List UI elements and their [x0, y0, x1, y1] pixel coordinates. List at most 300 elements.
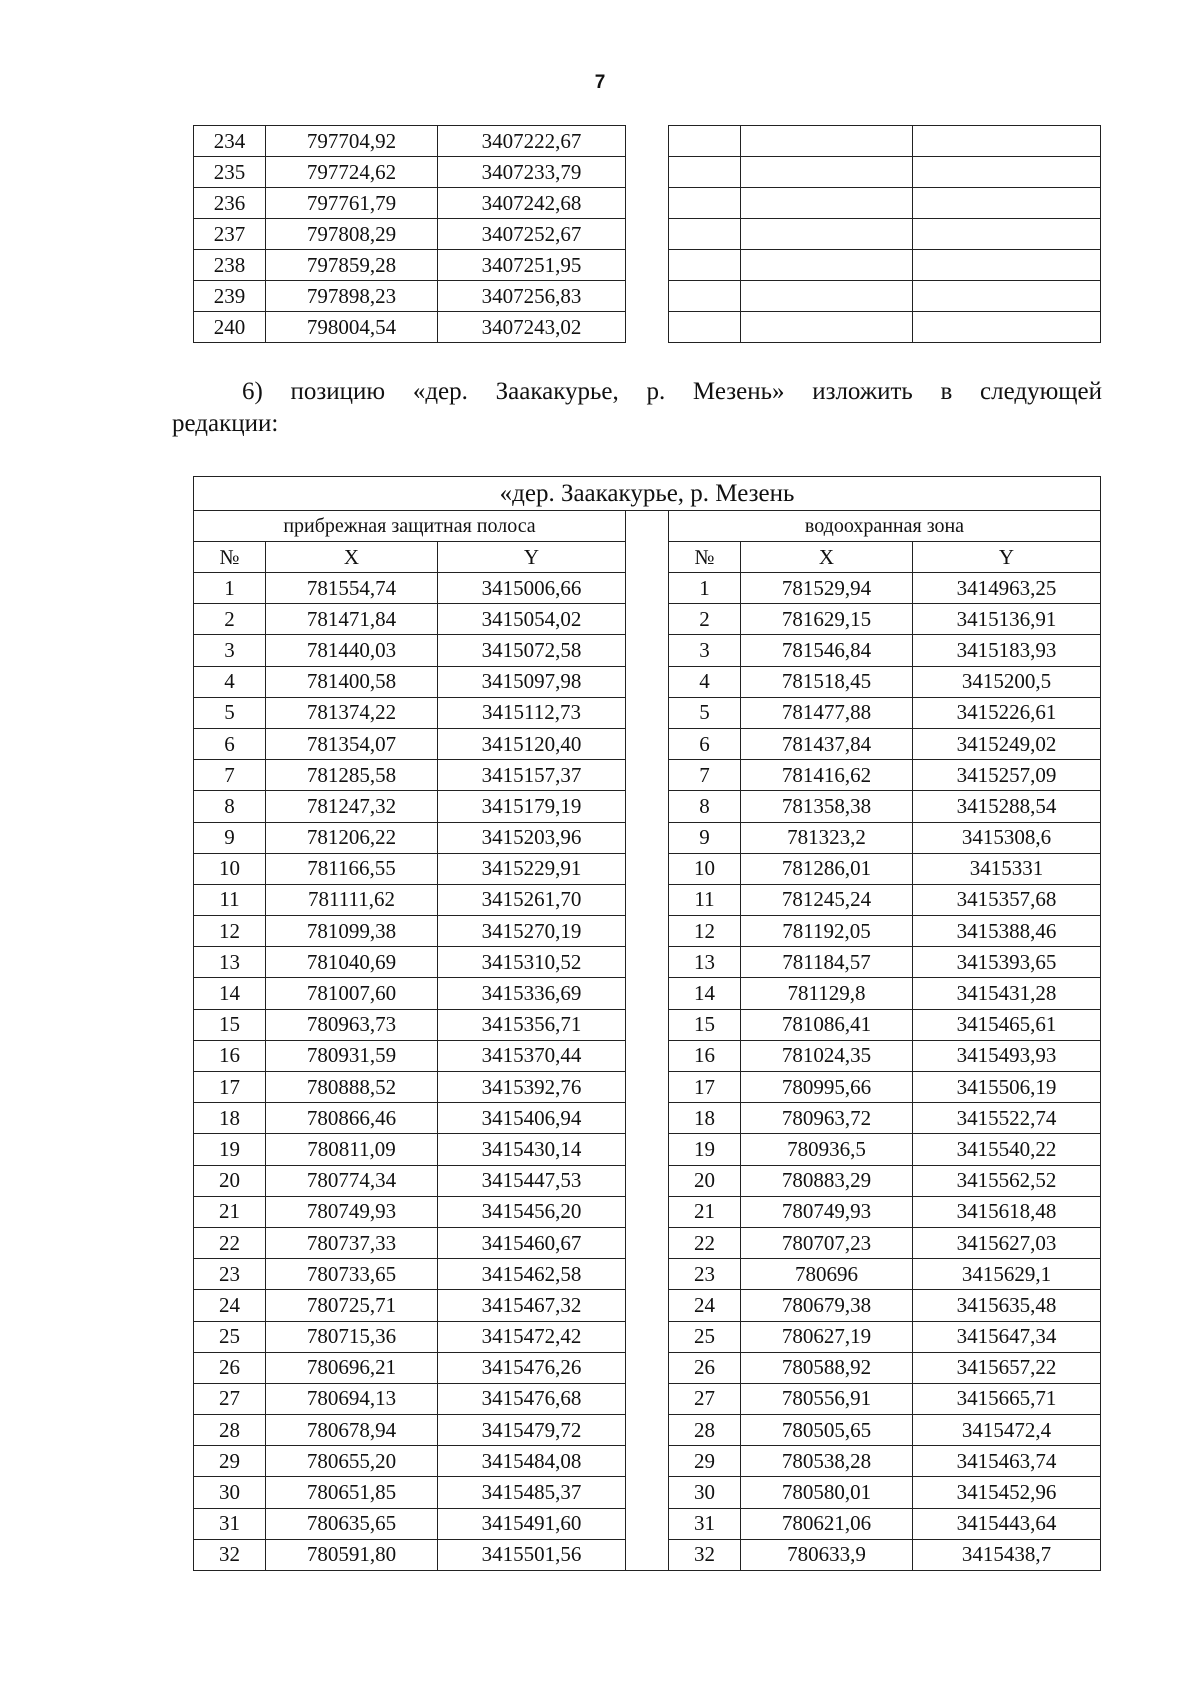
x-value: 797724,62	[266, 157, 438, 188]
table-row	[194, 853, 1101, 884]
column-gap	[626, 853, 669, 884]
coastal-row-number: 7	[194, 760, 266, 791]
coastal-x-value: 780694,13	[266, 1383, 438, 1414]
zone-y-value: 3415465,61	[913, 1009, 1101, 1040]
column-gap	[626, 126, 669, 157]
coastal-y-value: 3415447,53	[438, 1165, 626, 1196]
table-row	[194, 573, 1101, 604]
coastal-row-number: 10	[194, 853, 266, 884]
empty-cell	[669, 219, 741, 250]
column-gap	[626, 760, 669, 791]
empty-cell	[913, 219, 1101, 250]
zone-x-value: 780621,06	[741, 1508, 913, 1539]
table-row	[194, 1259, 1101, 1290]
zone-y-value: 3415629,1	[913, 1259, 1101, 1290]
coastal-row-number: 25	[194, 1321, 266, 1352]
column-gap	[626, 1009, 669, 1040]
coastal-row-number: 14	[194, 978, 266, 1009]
zone-x-value: 781477,88	[741, 697, 913, 728]
zone-y-value: 3415522,74	[913, 1103, 1101, 1134]
coastal-x-value: 780725,71	[266, 1290, 438, 1321]
zone-row-number: 18	[669, 1103, 741, 1134]
coastal-row-number: 15	[194, 1009, 266, 1040]
coastal-x-value: 780733,65	[266, 1259, 438, 1290]
zone-x-value: 781192,05	[741, 916, 913, 947]
coastal-y-value: 3415203,96	[438, 822, 626, 853]
column-gap	[626, 1259, 669, 1290]
table-row	[194, 1227, 1101, 1258]
column-gap	[626, 281, 669, 312]
zone-x-value: 780505,65	[741, 1415, 913, 1446]
table-row	[194, 312, 1101, 343]
table-row	[194, 1072, 1101, 1103]
zone-y-value: 3415665,71	[913, 1383, 1101, 1414]
zone-y-value: 3415472,4	[913, 1415, 1101, 1446]
zone-x-value: 780580,01	[741, 1477, 913, 1508]
zone-row-number: 8	[669, 791, 741, 822]
coastal-y-value: 3415484,08	[438, 1446, 626, 1477]
coastal-row-number: 13	[194, 947, 266, 978]
empty-cell	[669, 281, 741, 312]
y-value: 3407251,95	[438, 250, 626, 281]
empty-cell	[913, 157, 1101, 188]
zone-row-number: 13	[669, 947, 741, 978]
zone-y-value: 3415443,64	[913, 1508, 1101, 1539]
coastal-x-value: 780655,20	[266, 1446, 438, 1477]
zone-y-value: 3415463,74	[913, 1446, 1101, 1477]
y-value: 3407233,79	[438, 157, 626, 188]
coastal-x-value: 781111,62	[266, 884, 438, 915]
column-gap	[626, 884, 669, 915]
coastal-x-value: 780635,65	[266, 1508, 438, 1539]
coastal-y-value: 3415485,37	[438, 1477, 626, 1508]
column-gap	[626, 1508, 669, 1539]
coastal-y-value: 3415370,44	[438, 1040, 626, 1071]
coastal-y-value: 3415460,67	[438, 1227, 626, 1258]
zone-x-value: 781129,8	[741, 978, 913, 1009]
zone-y-value: 3415249,02	[913, 728, 1101, 759]
zone-x-value: 781416,62	[741, 760, 913, 791]
coastal-x-value: 781440,03	[266, 635, 438, 666]
coastal-row-number: 23	[194, 1259, 266, 1290]
table-row	[194, 1009, 1101, 1040]
zone-row-number: 16	[669, 1040, 741, 1071]
coastal-y-value: 3415430,14	[438, 1134, 626, 1165]
coastal-row-number: 8	[194, 791, 266, 822]
column-gap	[626, 728, 669, 759]
amendment-paragraph	[172, 376, 1102, 440]
coastal-y-value: 3415479,72	[438, 1415, 626, 1446]
coastal-row-number: 29	[194, 1446, 266, 1477]
coastal-row-number: 9	[194, 822, 266, 853]
coastal-x-value: 780696,21	[266, 1352, 438, 1383]
empty-cell	[913, 126, 1101, 157]
column-gap	[626, 1290, 669, 1321]
coastal-row-number: 22	[194, 1227, 266, 1258]
zone-x-value: 780538,28	[741, 1446, 913, 1477]
coastal-x-value: 781007,60	[266, 978, 438, 1009]
zone-row-number: 1	[669, 573, 741, 604]
empty-cell	[741, 188, 913, 219]
column-gap	[626, 1072, 669, 1103]
zone-x-value: 780936,5	[741, 1134, 913, 1165]
empty-cell	[741, 312, 913, 343]
coordinates-table-body	[194, 477, 1101, 1571]
table-row	[194, 697, 1101, 728]
table-row	[194, 1383, 1101, 1414]
coastal-y-value: 3415179,19	[438, 791, 626, 822]
table-row	[194, 1196, 1101, 1227]
coastal-row-number: 17	[194, 1072, 266, 1103]
column-gap	[626, 511, 669, 573]
coastal-x-value: 781471,84	[266, 604, 438, 635]
zone-x-value: 781546,84	[741, 635, 913, 666]
coastal-x-value: 781354,07	[266, 728, 438, 759]
table-row	[194, 1415, 1101, 1446]
table-row	[194, 1508, 1101, 1539]
zone-row-number: 3	[669, 635, 741, 666]
zone-x-value: 781086,41	[741, 1009, 913, 1040]
zone-y-value: 3415635,48	[913, 1290, 1101, 1321]
zone-y-value: 3415647,34	[913, 1321, 1101, 1352]
table-row	[194, 728, 1101, 759]
zone-x-value: 780679,38	[741, 1290, 913, 1321]
zone-y-value: 3415308,6	[913, 822, 1101, 853]
continuation-table-body	[194, 126, 1101, 343]
column-gap	[626, 250, 669, 281]
zone-y-value: 3415136,91	[913, 604, 1101, 635]
column-gap	[626, 1446, 669, 1477]
zone-y-value: 3415357,68	[913, 884, 1101, 915]
coastal-x-value: 780737,33	[266, 1227, 438, 1258]
zone-row-number: 30	[669, 1477, 741, 1508]
zone-row-number: 20	[669, 1165, 741, 1196]
zone-x-value: 780696	[741, 1259, 913, 1290]
table-row	[194, 1103, 1101, 1134]
page-number: 7	[594, 72, 606, 93]
zone-y-value: 3415393,65	[913, 947, 1101, 978]
coastal-y-value: 3415261,70	[438, 884, 626, 915]
zone-y-value: 3415388,46	[913, 916, 1101, 947]
section-header-water-protection-zone: водоохранная зона	[669, 511, 1101, 542]
coastal-y-value: 3415054,02	[438, 604, 626, 635]
empty-cell	[741, 219, 913, 250]
coastal-y-value: 3415501,56	[438, 1539, 626, 1570]
x-value: 797808,29	[266, 219, 438, 250]
coastal-row-number: 18	[194, 1103, 266, 1134]
column-header-x: X	[741, 542, 913, 573]
column-gap	[626, 604, 669, 635]
amendment-line-2: редакции:	[172, 410, 279, 437]
coastal-x-value: 780678,94	[266, 1415, 438, 1446]
column-gap	[626, 1477, 669, 1508]
column-gap	[626, 791, 669, 822]
zone-x-value: 781286,01	[741, 853, 913, 884]
zone-x-value: 781629,15	[741, 604, 913, 635]
coastal-y-value: 3415112,73	[438, 697, 626, 728]
coastal-row-number: 11	[194, 884, 266, 915]
zone-y-value: 3415540,22	[913, 1134, 1101, 1165]
zone-row-number: 10	[669, 853, 741, 884]
column-gap	[626, 1103, 669, 1134]
table-row	[194, 760, 1101, 791]
column-gap	[626, 1383, 669, 1414]
x-value: 798004,54	[266, 312, 438, 343]
coastal-x-value: 781099,38	[266, 916, 438, 947]
zone-x-value: 780707,23	[741, 1227, 913, 1258]
zone-row-number: 26	[669, 1352, 741, 1383]
coastal-x-value: 781285,58	[266, 760, 438, 791]
coastal-y-value: 3415310,52	[438, 947, 626, 978]
column-header-no: №	[669, 542, 741, 573]
column-gap	[626, 635, 669, 666]
row-number: 239	[194, 281, 266, 312]
empty-cell	[669, 126, 741, 157]
zone-y-value: 3415562,52	[913, 1165, 1101, 1196]
column-gap	[626, 1539, 669, 1570]
zone-row-number: 4	[669, 666, 741, 697]
coastal-row-number: 21	[194, 1196, 266, 1227]
zone-row-number: 27	[669, 1383, 741, 1414]
coastal-y-value: 3415120,40	[438, 728, 626, 759]
zone-y-value: 3415331	[913, 853, 1101, 884]
column-gap	[626, 978, 669, 1009]
coastal-x-value: 780715,36	[266, 1321, 438, 1352]
column-gap	[626, 219, 669, 250]
coastal-x-value: 781247,32	[266, 791, 438, 822]
table-row	[194, 1134, 1101, 1165]
coastal-y-value: 3415356,71	[438, 1009, 626, 1040]
coastal-y-value: 3415006,66	[438, 573, 626, 604]
table-row	[194, 1446, 1101, 1477]
empty-cell	[741, 250, 913, 281]
column-gap	[626, 157, 669, 188]
coastal-x-value: 781206,22	[266, 822, 438, 853]
coastal-x-value: 780931,59	[266, 1040, 438, 1071]
row-number: 235	[194, 157, 266, 188]
zone-x-value: 780995,66	[741, 1072, 913, 1103]
coastal-row-number: 31	[194, 1508, 266, 1539]
column-gap	[626, 1415, 669, 1446]
table-row	[194, 126, 1101, 157]
zone-row-number: 5	[669, 697, 741, 728]
coordinates-table	[193, 476, 1101, 1571]
column-gap	[626, 1321, 669, 1352]
coastal-row-number: 27	[194, 1383, 266, 1414]
table-title: «дер. Заакакурье, р. Мезень	[194, 477, 1101, 511]
zone-y-value: 3415506,19	[913, 1072, 1101, 1103]
empty-cell	[913, 312, 1101, 343]
coastal-y-value: 3415491,60	[438, 1508, 626, 1539]
coastal-x-value: 780749,93	[266, 1196, 438, 1227]
zone-x-value: 781323,2	[741, 822, 913, 853]
zone-y-value: 3415288,54	[913, 791, 1101, 822]
coastal-row-number: 26	[194, 1352, 266, 1383]
coastal-row-number: 30	[194, 1477, 266, 1508]
coastal-y-value: 3415229,91	[438, 853, 626, 884]
column-header-x: X	[266, 542, 438, 573]
zone-row-number: 23	[669, 1259, 741, 1290]
coastal-y-value: 3415406,94	[438, 1103, 626, 1134]
zone-row-number: 7	[669, 760, 741, 791]
table-row	[194, 822, 1101, 853]
column-gap	[626, 947, 669, 978]
coastal-y-value: 3415456,20	[438, 1196, 626, 1227]
row-number: 240	[194, 312, 266, 343]
table-row	[194, 219, 1101, 250]
amendment-line-1: 6) позицию «дер. Заакакурье, р. Мезень» изложить в следующей	[242, 378, 1102, 405]
zone-row-number: 14	[669, 978, 741, 1009]
empty-cell	[913, 188, 1101, 219]
coastal-x-value: 781374,22	[266, 697, 438, 728]
table-row	[194, 1321, 1101, 1352]
zone-row-number: 6	[669, 728, 741, 759]
column-gap	[626, 822, 669, 853]
coastal-x-value: 780811,09	[266, 1134, 438, 1165]
empty-cell	[913, 281, 1101, 312]
coastal-y-value: 3415476,68	[438, 1383, 626, 1414]
zone-row-number: 12	[669, 916, 741, 947]
table-row	[194, 978, 1101, 1009]
column-gap	[626, 573, 669, 604]
zone-y-value: 3415627,03	[913, 1227, 1101, 1258]
empty-cell	[669, 250, 741, 281]
coastal-row-number: 2	[194, 604, 266, 635]
table-row	[194, 1539, 1101, 1570]
coastal-row-number: 32	[194, 1539, 266, 1570]
coastal-y-value: 3415392,76	[438, 1072, 626, 1103]
coastal-x-value: 781554,74	[266, 573, 438, 604]
column-gap	[626, 916, 669, 947]
coastal-y-value: 3415472,42	[438, 1321, 626, 1352]
y-value: 3407252,67	[438, 219, 626, 250]
column-gap	[626, 1040, 669, 1071]
zone-row-number: 28	[669, 1415, 741, 1446]
table-row	[194, 250, 1101, 281]
zone-row-number: 11	[669, 884, 741, 915]
table-row	[194, 1290, 1101, 1321]
empty-cell	[669, 188, 741, 219]
empty-cell	[913, 250, 1101, 281]
zone-x-value: 780556,91	[741, 1383, 913, 1414]
zone-y-value: 3414963,25	[913, 573, 1101, 604]
x-value: 797898,23	[266, 281, 438, 312]
column-gap	[626, 666, 669, 697]
coastal-x-value: 780651,85	[266, 1477, 438, 1508]
zone-row-number: 2	[669, 604, 741, 635]
table-row	[194, 947, 1101, 978]
zone-y-value: 3415452,96	[913, 1477, 1101, 1508]
column-gap	[626, 697, 669, 728]
empty-cell	[669, 312, 741, 343]
coastal-x-value: 781040,69	[266, 947, 438, 978]
column-gap	[626, 1196, 669, 1227]
x-value: 797761,79	[266, 188, 438, 219]
coastal-row-number: 4	[194, 666, 266, 697]
zone-y-value: 3415438,7	[913, 1539, 1101, 1570]
table-row	[194, 884, 1101, 915]
empty-cell	[669, 157, 741, 188]
coastal-y-value: 3415097,98	[438, 666, 626, 697]
empty-cell	[741, 281, 913, 312]
zone-row-number: 32	[669, 1539, 741, 1570]
zone-y-value: 3415657,22	[913, 1352, 1101, 1383]
table-row	[194, 635, 1101, 666]
column-header-y: Y	[913, 542, 1101, 573]
coastal-x-value: 780888,52	[266, 1072, 438, 1103]
coastal-row-number: 28	[194, 1415, 266, 1446]
zone-y-value: 3415618,48	[913, 1196, 1101, 1227]
coastal-x-value: 780963,73	[266, 1009, 438, 1040]
coastal-row-number: 19	[194, 1134, 266, 1165]
coastal-row-number: 3	[194, 635, 266, 666]
y-value: 3407256,83	[438, 281, 626, 312]
table-row	[194, 281, 1101, 312]
zone-row-number: 15	[669, 1009, 741, 1040]
column-gap	[626, 312, 669, 343]
table-row	[194, 666, 1101, 697]
column-gap	[626, 188, 669, 219]
zone-x-value: 781437,84	[741, 728, 913, 759]
zone-y-value: 3415226,61	[913, 697, 1101, 728]
column-gap	[626, 1165, 669, 1196]
zone-x-value: 781358,38	[741, 791, 913, 822]
coastal-y-value: 3415072,58	[438, 635, 626, 666]
coastal-y-value: 3415462,58	[438, 1259, 626, 1290]
y-value: 3407222,67	[438, 126, 626, 157]
row-number: 238	[194, 250, 266, 281]
zone-row-number: 24	[669, 1290, 741, 1321]
y-value: 3407242,68	[438, 188, 626, 219]
zone-x-value: 781024,35	[741, 1040, 913, 1071]
section-header-coastal-strip: прибрежная защитная полоса	[194, 511, 626, 542]
coastal-row-number: 24	[194, 1290, 266, 1321]
zone-row-number: 19	[669, 1134, 741, 1165]
empty-cell	[741, 126, 913, 157]
coastal-x-value: 780774,34	[266, 1165, 438, 1196]
coastal-row-number: 1	[194, 573, 266, 604]
zone-row-number: 9	[669, 822, 741, 853]
zone-x-value: 780627,19	[741, 1321, 913, 1352]
coastal-x-value: 781166,55	[266, 853, 438, 884]
coastal-y-value: 3415157,37	[438, 760, 626, 791]
zone-row-number: 25	[669, 1321, 741, 1352]
x-value: 797859,28	[266, 250, 438, 281]
column-gap	[626, 1352, 669, 1383]
zone-x-value: 780749,93	[741, 1196, 913, 1227]
zone-x-value: 780633,9	[741, 1539, 913, 1570]
zone-row-number: 22	[669, 1227, 741, 1258]
coastal-y-value: 3415476,26	[438, 1352, 626, 1383]
table-row	[194, 157, 1101, 188]
row-number: 234	[194, 126, 266, 157]
zone-x-value: 780883,29	[741, 1165, 913, 1196]
x-value: 797704,92	[266, 126, 438, 157]
zone-row-number: 31	[669, 1508, 741, 1539]
table-row	[194, 1477, 1101, 1508]
column-header-y: Y	[438, 542, 626, 573]
coastal-x-value: 781400,58	[266, 666, 438, 697]
table-row	[194, 1352, 1101, 1383]
continuation-table	[193, 125, 1101, 343]
coastal-x-value: 780591,80	[266, 1539, 438, 1570]
coastal-y-value: 3415467,32	[438, 1290, 626, 1321]
zone-row-number: 17	[669, 1072, 741, 1103]
column-gap	[626, 1227, 669, 1258]
column-gap	[626, 1134, 669, 1165]
coastal-row-number: 12	[194, 916, 266, 947]
empty-cell	[741, 157, 913, 188]
